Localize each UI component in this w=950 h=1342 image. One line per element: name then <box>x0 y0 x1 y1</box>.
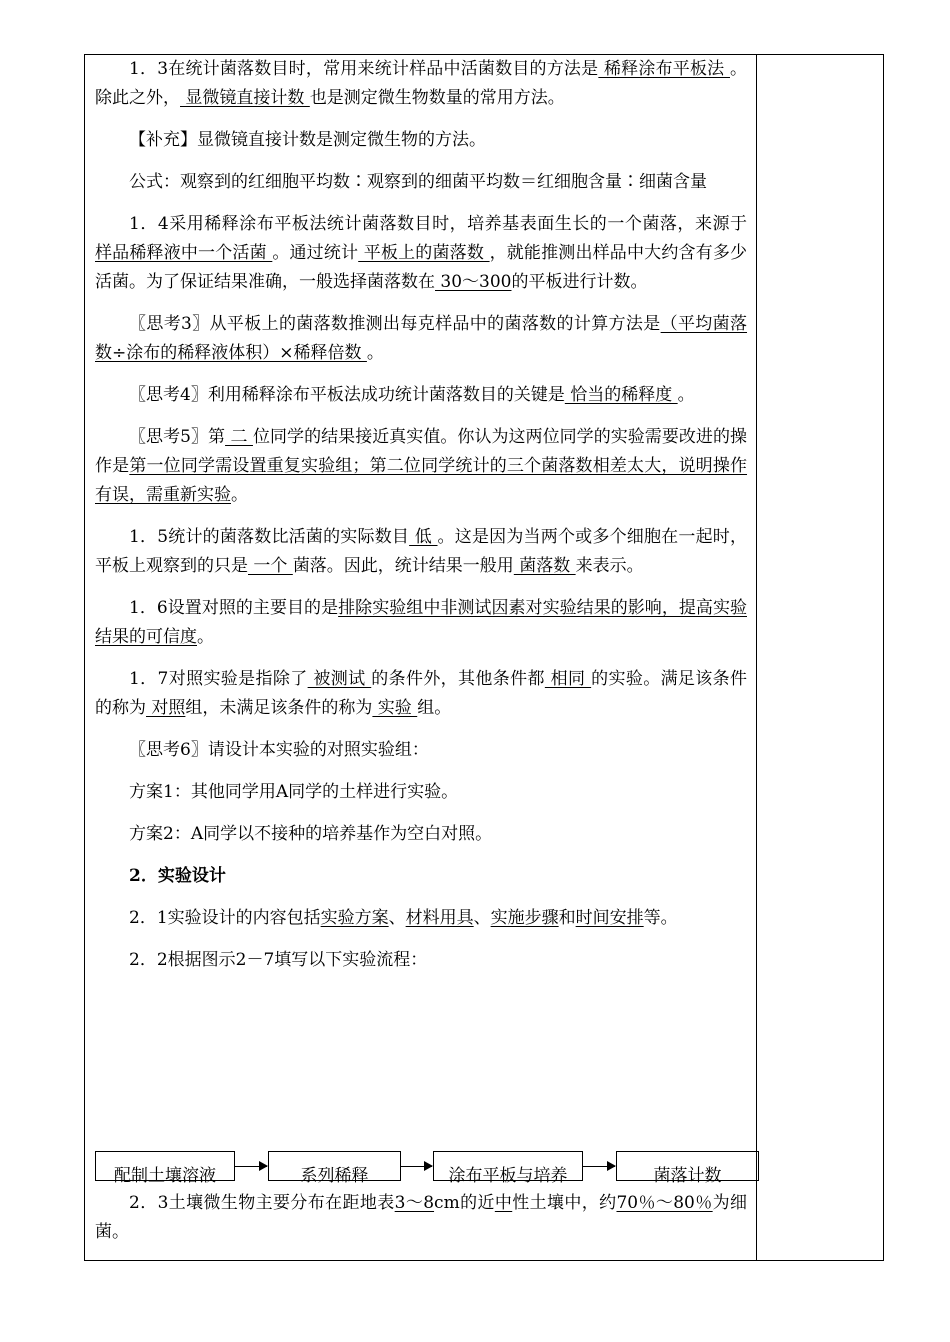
para-2-3-container <box>95 1189 747 1247</box>
plan-2: 方案2：A同学以不接种的培养基作为空白对照。 <box>129 824 493 844</box>
flow-step-1: 配制土壤溶液 <box>95 1151 235 1181</box>
experiment-flowchart <box>0 1151 950 1187</box>
para-2-2: 2．2根据图示2－7填写以下实验流程： <box>129 950 428 970</box>
flow-arrow-1 <box>235 1166 267 1167</box>
think-4: 〖思考4〗利用稀释涂布平板法成功统计菌落数目的关键是 恰当的稀释度 。 <box>129 385 695 405</box>
formula-line: 公式：观察到的红细胞平均数∶观察到的细菌平均数＝红细胞含量∶细菌含量 <box>129 172 707 192</box>
para-1-6: 1．6设置对照的主要目的是排除实验组中非测试因素对实验结果的影响，提高实验结果的可信度。 <box>95 598 747 647</box>
supplement-note: 【补充】显微镜直接计数是测定微生物的方法。 <box>129 130 486 150</box>
flow-arrow-3 <box>583 1166 615 1167</box>
para-1-3: 1．3在统计菌落数目时，常用来统计样品中活菌数目的方法是 稀释涂布平板法 。除此之外， 显微镜直接计数 也是测定微生物数量的常用方法。 <box>95 59 747 108</box>
flow-step-2: 系列稀释 <box>268 1151 401 1181</box>
table-column-divider <box>756 54 757 1261</box>
para-1-4: 1．4采用稀释涂布平板法统计菌落数目时，培养基表面生长的一个菌落，来源于 样品稀释液中一个活菌 。通过统计 平板上的菌落数 ，就能推测出样品中大约含有多少活菌。为了保证结果准确，一般选择菌落数在 30～300的平板进行计数。 <box>95 214 748 292</box>
section-heading: 2．实验设计 <box>129 866 226 886</box>
flow-step-4: 菌落计数 <box>616 1151 759 1181</box>
main-cell <box>95 54 747 988</box>
flow-arrow-2 <box>401 1166 432 1167</box>
think-5: 〖思考5〗第 二 位同学的结果接近真实值。你认为这两位同学的实验需要改进的操作是第一位同学需设置重复实验组；第二位同学统计的三个菌落数相差太大，说明操作有误，需重新实验。 <box>95 427 748 505</box>
flow-step-3: 涂布平板与培养 <box>433 1151 583 1181</box>
para-2-3: 2．3土壤微生物主要分布在距地表3～8cm的近中性土壤中，约70％～80％为细菌。 <box>95 1193 748 1242</box>
para-1-5: 1．5统计的菌落数比活菌的实际数目 低 。这是因为当两个或多个细胞在一起时，平板上观察到的只是 一个 菌落。因此，统计结果一般用 菌落数 来表示。 <box>95 527 747 576</box>
para-1-7: 1．7对照实验是指除了 被测试 的条件外，其他条件都 相同 的实验。满足该条件的称为 对照组，未满足该条件的称为 实验 组。 <box>95 669 748 718</box>
think-6: 〖思考6〗请设计本实验的对照实验组： <box>129 740 429 760</box>
plan-1: 方案1：其他同学用A同学的土样进行实验。 <box>129 782 459 802</box>
think-3: 〖思考3〗从平板上的菌落数推测出每克样品中的菌落数的计算方法是（平均菌落数÷涂布的稀释液体积）×稀释倍数 。 <box>95 314 748 363</box>
para-2-1: 2．1实验设计的内容包括实验方案、材料用具、实施步骤和时间安排等。 <box>129 908 678 928</box>
